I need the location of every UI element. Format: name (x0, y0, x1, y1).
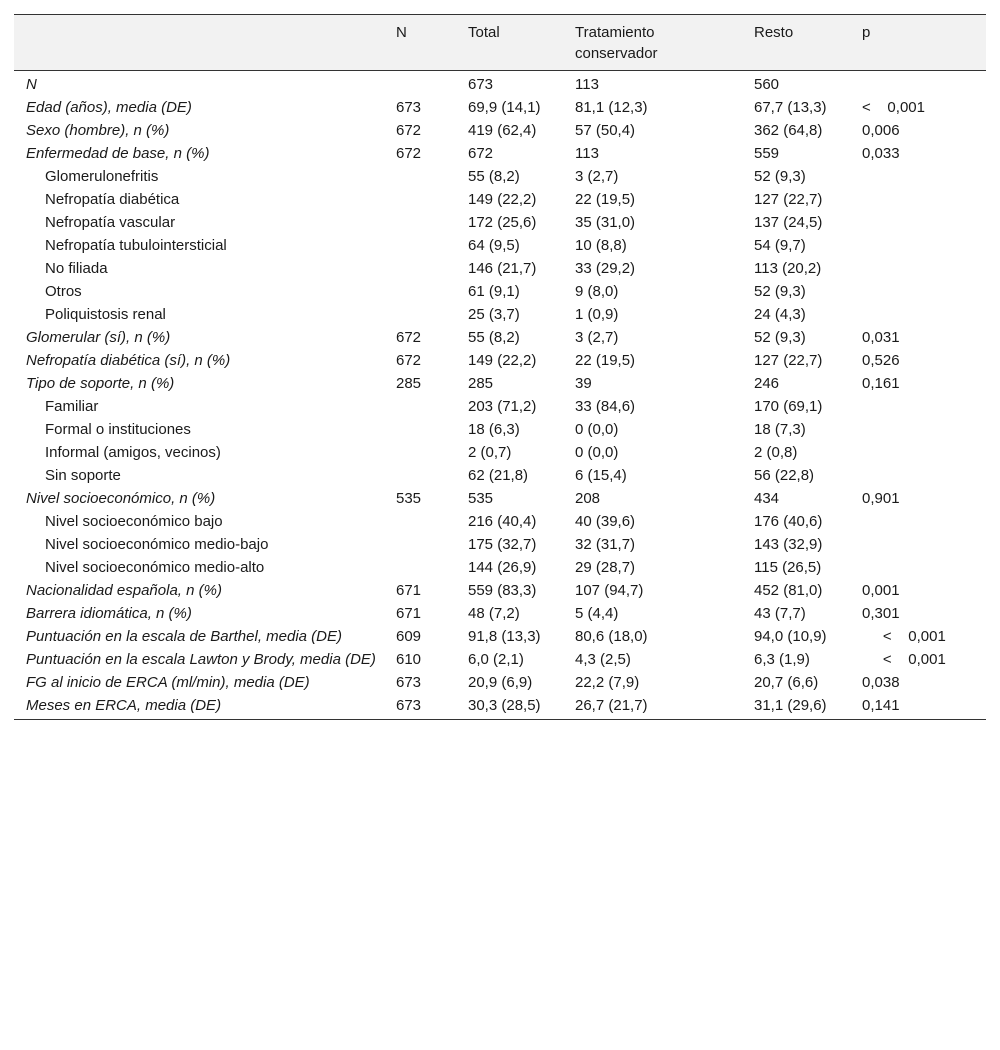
cell-total: 285 (468, 375, 494, 392)
cell-n: 671 (396, 605, 422, 622)
cell-p (850, 280, 986, 303)
table-row (14, 211, 986, 234)
cell-n: 535 (396, 490, 422, 507)
table-row (14, 510, 986, 533)
row-label: Sexo (hombre), n (%) (26, 122, 170, 139)
cell-p: < 0,001 (862, 99, 925, 116)
cell-resto: 137 (24,5) (754, 214, 823, 231)
table-row (14, 71, 986, 97)
cell-p (850, 303, 986, 326)
cell-n (384, 533, 456, 556)
cell-p: 0,901 (862, 490, 900, 507)
cell-resto: 54 (9,7) (754, 237, 806, 254)
cell-total: 30,3 (28,5) (456, 694, 563, 720)
cell-total: 216 (40,4) (468, 513, 537, 530)
cell-p (850, 556, 986, 579)
cell-tratamiento: 208 (575, 490, 601, 507)
cell-resto: 52 (9,3) (754, 283, 806, 300)
cell-tratamiento: 3 (2,7) (575, 329, 619, 346)
cell-resto: 170 (69,1) (754, 398, 823, 415)
table-row (14, 464, 986, 487)
table-row (14, 349, 986, 372)
table-row (14, 96, 986, 119)
header-tratamiento: Tratamiento conservador (563, 15, 742, 71)
cell-n (384, 165, 456, 188)
table-row (14, 119, 986, 142)
cell-tratamiento: 57 (50,4) (575, 122, 636, 139)
row-label: Nefropatía diabética (sí), n (%) (26, 352, 231, 369)
row-label: Barrera idiomática, n (%) (26, 605, 192, 622)
cell-n (384, 280, 456, 303)
cell-tratamiento: 113 (575, 76, 599, 93)
cell-tratamiento: 4,3 (2,5) (575, 651, 631, 668)
cell-tratamiento: 3 (2,7) (575, 168, 619, 185)
table-row (14, 303, 986, 326)
row-label: Meses en ERCA, media (DE) (14, 694, 384, 720)
cell-p (850, 188, 986, 211)
cell-resto: 43 (7,7) (754, 605, 806, 622)
cell-tratamiento: 40 (39,6) (575, 513, 636, 530)
row-label: Formal o instituciones (45, 421, 191, 438)
row-label: Poliquistosis renal (45, 306, 166, 323)
cell-tratamiento: 33 (84,6) (575, 398, 636, 415)
cell-total: 559 (83,3) (468, 582, 537, 599)
cell-tratamiento: 9 (8,0) (575, 283, 619, 300)
row-label: Familiar (45, 398, 99, 415)
header-n: N (384, 15, 456, 71)
cell-total: 673 (468, 76, 494, 93)
cell-tratamiento: 113 (575, 145, 599, 162)
cell-p (850, 510, 986, 533)
cell-n: 610 (396, 651, 422, 668)
cell-n (384, 71, 456, 97)
row-label: Nivel socioeconómico, n (%) (26, 490, 216, 507)
cell-resto: 31,1 (29,6) (742, 694, 850, 720)
row-label: Glomerular (sí), n (%) (26, 329, 171, 346)
data-table (14, 14, 986, 720)
cell-resto: 362 (64,8) (754, 122, 823, 139)
cell-p: 0,161 (862, 375, 900, 392)
cell-total: 20,9 (6,9) (468, 674, 533, 691)
cell-p: < 0,001 (862, 651, 946, 668)
cell-p (850, 211, 986, 234)
cell-total: 146 (21,7) (468, 260, 537, 277)
header-label (14, 15, 384, 71)
cell-n (384, 395, 456, 418)
cell-tratamiento: 10 (8,8) (575, 237, 627, 254)
cell-p (850, 165, 986, 188)
cell-resto: 113 (20,2) (754, 260, 822, 277)
data-table-container (14, 14, 986, 720)
cell-total: 144 (26,9) (468, 559, 537, 576)
cell-total: 55 (8,2) (468, 329, 520, 346)
cell-n: 285 (396, 375, 422, 392)
cell-tratamiento: 32 (31,7) (575, 536, 636, 553)
table-row (14, 326, 986, 349)
cell-n (384, 510, 456, 533)
cell-tratamiento: 6 (15,4) (575, 467, 627, 484)
cell-n: 673 (384, 694, 456, 720)
cell-resto: 559 (754, 145, 780, 162)
cell-total: 6,0 (2,1) (468, 651, 524, 668)
table-row (14, 487, 986, 510)
cell-n: 671 (396, 582, 422, 599)
cell-n (384, 257, 456, 280)
cell-resto: 2 (0,8) (754, 444, 798, 461)
cell-total: 203 (71,2) (468, 398, 537, 415)
cell-p (850, 418, 986, 441)
row-label: Nefropatía vascular (45, 214, 176, 231)
cell-p: < 0,001 (862, 628, 946, 645)
cell-resto: 143 (32,9) (754, 536, 823, 553)
cell-p (850, 395, 986, 418)
table-row (14, 418, 986, 441)
cell-total: 64 (9,5) (468, 237, 520, 254)
row-label: Nivel socioeconómico bajo (45, 513, 223, 530)
table-row (14, 395, 986, 418)
row-label: N (26, 76, 37, 93)
cell-resto: 52 (9,3) (754, 329, 806, 346)
table-row (14, 165, 986, 188)
table-header (14, 15, 986, 71)
table-row (14, 648, 986, 671)
cell-resto: 246 (754, 375, 780, 392)
table-row (14, 625, 986, 648)
cell-n (384, 303, 456, 326)
row-label: Puntuación en la escala Lawton y Brody, media (DE) (26, 651, 376, 668)
cell-total: 419 (62,4) (468, 122, 537, 139)
cell-tratamiento: 39 (575, 375, 592, 392)
cell-n: 673 (396, 99, 422, 116)
table-row (14, 234, 986, 257)
row-label: Informal (amigos, vecinos) (45, 444, 221, 461)
header-p: p (850, 15, 986, 71)
cell-tratamiento: 81,1 (12,3) (575, 99, 648, 116)
cell-p: 0,141 (850, 694, 986, 720)
cell-total: 61 (9,1) (468, 283, 520, 300)
cell-total: 672 (468, 145, 494, 162)
cell-resto: 20,7 (6,6) (754, 674, 819, 691)
cell-tratamiento: 26,7 (21,7) (563, 694, 742, 720)
table-row (14, 694, 986, 720)
cell-tratamiento: 80,6 (18,0) (575, 628, 648, 645)
cell-resto: 434 (754, 490, 780, 507)
cell-resto: 115 (26,5) (754, 559, 822, 576)
row-label: FG al inicio de ERCA (ml/min), media (DE) (26, 674, 310, 691)
cell-total: 91,8 (13,3) (468, 628, 541, 645)
cell-resto: 560 (754, 76, 780, 93)
cell-n (384, 556, 456, 579)
cell-resto: 127 (22,7) (754, 352, 823, 369)
cell-total: 62 (21,8) (468, 467, 529, 484)
cell-p (850, 257, 986, 280)
cell-n (384, 464, 456, 487)
cell-p: 0,033 (862, 145, 900, 162)
table-row (14, 441, 986, 464)
cell-tratamiento: 35 (31,0) (575, 214, 636, 231)
cell-p: 0,031 (862, 329, 900, 346)
cell-tratamiento: 107 (94,7) (575, 582, 644, 599)
cell-p (850, 533, 986, 556)
cell-total: 172 (25,6) (468, 214, 537, 231)
row-label: Enfermedad de base, n (%) (26, 145, 210, 162)
cell-resto: 452 (81,0) (754, 582, 823, 599)
cell-p: 0,006 (862, 122, 900, 139)
cell-n (384, 211, 456, 234)
cell-resto: 94,0 (10,9) (754, 628, 827, 645)
row-label: Edad (años), media (DE) (26, 99, 192, 116)
row-label: Nefropatía tubulointersticial (45, 237, 227, 254)
header-row (14, 15, 986, 71)
cell-tratamiento: 22 (19,5) (575, 191, 636, 208)
cell-total: 69,9 (14,1) (468, 99, 541, 116)
cell-tratamiento: 29 (28,7) (575, 559, 636, 576)
row-label: Sin soporte (45, 467, 121, 484)
table-row (14, 602, 986, 625)
cell-tratamiento: 0 (0,0) (575, 444, 619, 461)
row-label: Nefropatía diabética (45, 191, 180, 208)
cell-n (384, 188, 456, 211)
row-label: Puntuación en la escala de Barthel, media (DE) (26, 628, 343, 645)
table-row (14, 142, 986, 165)
cell-p (850, 234, 986, 257)
cell-n: 673 (396, 674, 422, 691)
cell-n: 672 (396, 329, 422, 346)
cell-total: 55 (8,2) (468, 168, 520, 185)
row-label: Nacionalidad española, n (%) (26, 582, 222, 599)
cell-total: 25 (3,7) (468, 306, 520, 323)
row-label: Otros (45, 283, 82, 300)
cell-resto: 6,3 (1,9) (754, 651, 810, 668)
cell-n (384, 418, 456, 441)
table-row (14, 556, 986, 579)
cell-tratamiento: 22 (19,5) (575, 352, 636, 369)
row-label: Glomerulonefritis (45, 168, 159, 185)
cell-tratamiento: 22,2 (7,9) (575, 674, 640, 691)
cell-p: 0,301 (862, 605, 900, 622)
cell-n: 672 (396, 145, 422, 162)
cell-total: 48 (7,2) (468, 605, 520, 622)
cell-tratamiento: 1 (0,9) (575, 306, 619, 323)
cell-resto: 52 (9,3) (754, 168, 806, 185)
cell-total: 2 (0,7) (468, 444, 512, 461)
cell-total: 535 (468, 490, 494, 507)
cell-p: 0,038 (862, 674, 900, 691)
cell-resto: 56 (22,8) (754, 467, 815, 484)
cell-resto: 24 (4,3) (754, 306, 806, 323)
cell-tratamiento: 5 (4,4) (575, 605, 619, 622)
table-row (14, 188, 986, 211)
cell-p: 0,001 (862, 582, 900, 599)
cell-total: 149 (22,2) (468, 352, 537, 369)
cell-resto: 18 (7,3) (754, 421, 806, 438)
cell-resto: 67,7 (13,3) (754, 99, 827, 116)
row-label: Nivel socioeconómico medio-alto (45, 559, 265, 576)
table-row (14, 533, 986, 556)
cell-tratamiento: 0 (0,0) (575, 421, 619, 438)
cell-p: 0,526 (862, 352, 900, 369)
row-label: Tipo de soporte, n (%) (26, 375, 175, 392)
cell-n: 672 (396, 122, 422, 139)
cell-resto: 127 (22,7) (754, 191, 823, 208)
cell-p (850, 464, 986, 487)
cell-p (850, 441, 986, 464)
table-row (14, 257, 986, 280)
table-row (14, 579, 986, 602)
header-resto: Resto (742, 15, 850, 71)
table-body (14, 71, 986, 720)
header-total: Total (456, 15, 563, 71)
cell-tratamiento: 33 (29,2) (575, 260, 636, 277)
cell-total: 175 (32,7) (468, 536, 537, 553)
table-row (14, 372, 986, 395)
row-label: No filiada (45, 260, 108, 277)
cell-resto: 176 (40,6) (754, 513, 823, 530)
cell-p (850, 71, 986, 97)
table-row (14, 671, 986, 694)
cell-total: 18 (6,3) (468, 421, 520, 438)
cell-n (384, 234, 456, 257)
cell-n (384, 441, 456, 464)
cell-n: 609 (396, 628, 422, 645)
table-row (14, 280, 986, 303)
cell-total: 149 (22,2) (468, 191, 537, 208)
cell-n: 672 (396, 352, 422, 369)
row-label: Nivel socioeconómico medio-bajo (45, 536, 269, 553)
